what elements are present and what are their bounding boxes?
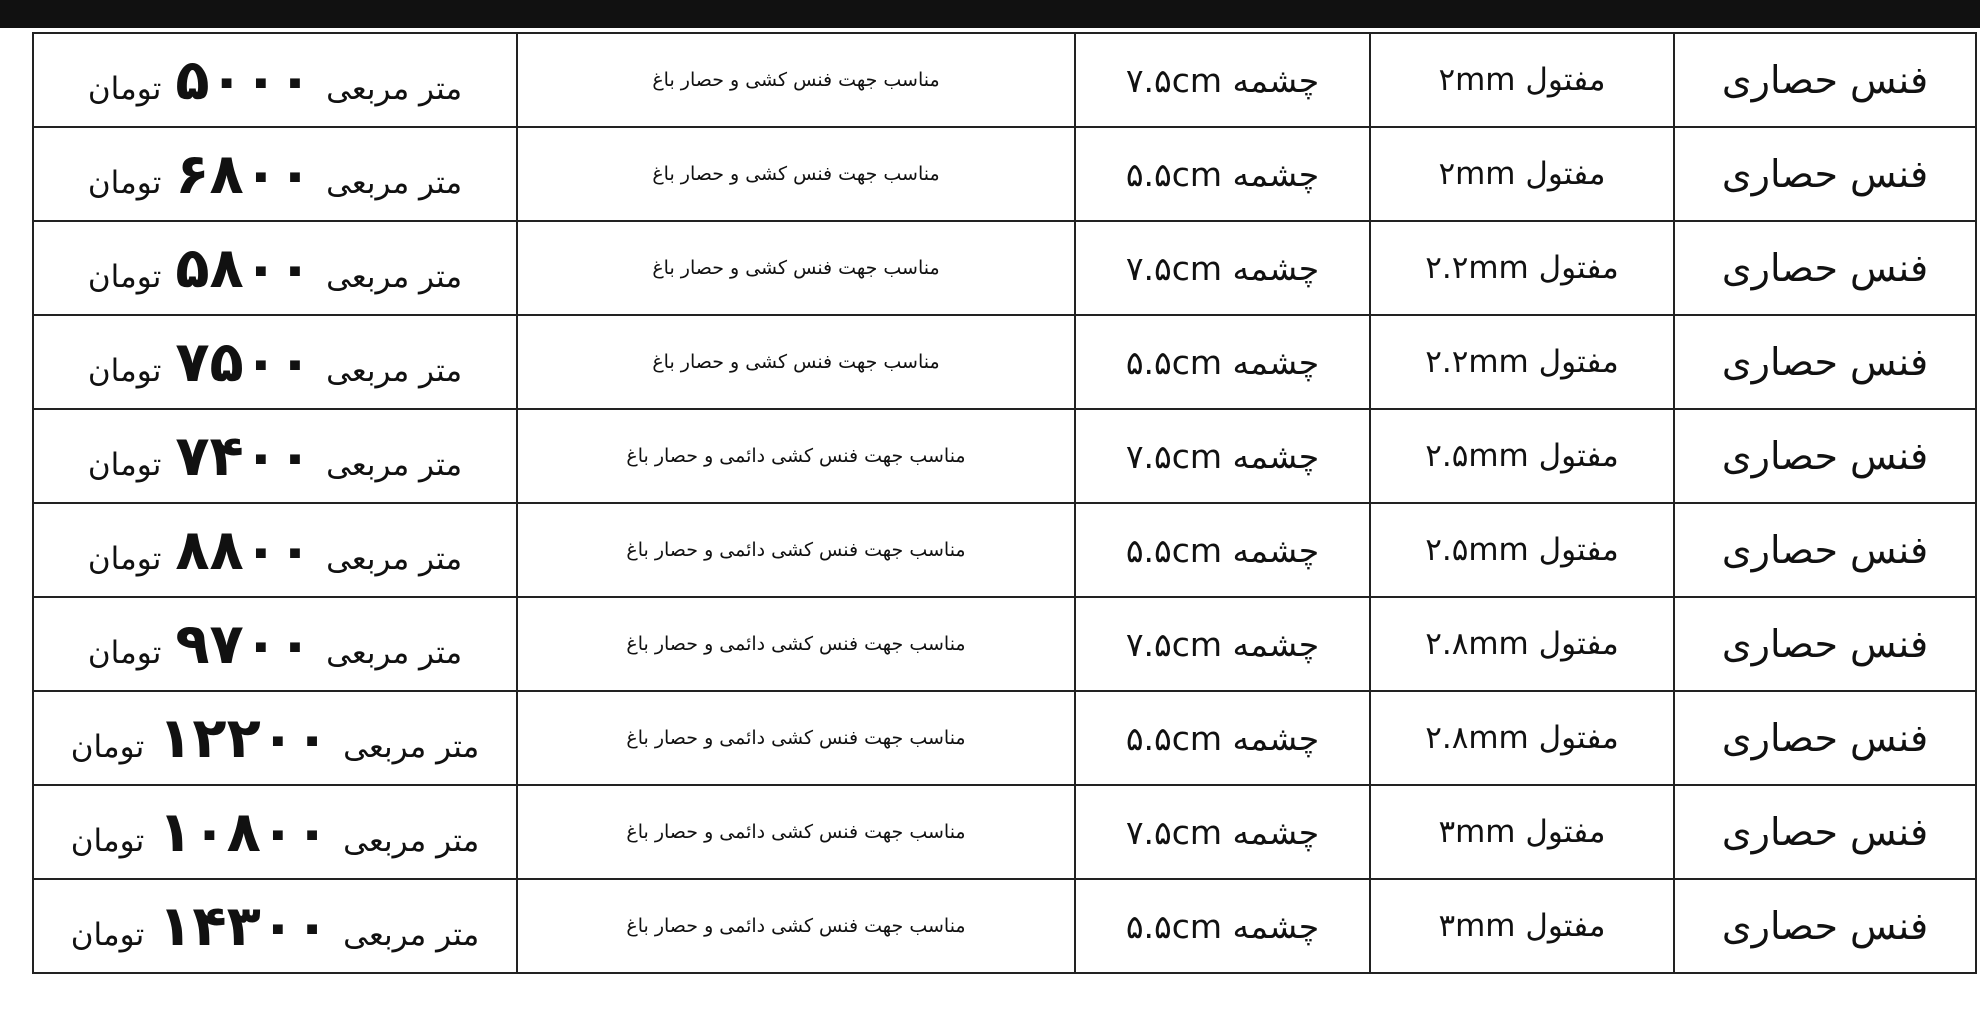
mesh-size-cell: چشمه ۷.۵cm [1075,409,1370,503]
fence-type-cell: فنس حصاری [1674,315,1976,409]
price-unit: متر مربعی [326,540,463,577]
wire-gauge-cell: مفتول ۲.۵mm [1370,409,1674,503]
mesh-size-cell: چشمه ۵.۵cm [1075,127,1370,221]
price-unit: متر مربعی [326,258,463,295]
price-value: ۸۸۰۰ [175,517,313,583]
table-row [33,33,1976,127]
mesh-size-cell: چشمه ۷.۵cm [1075,33,1370,127]
price-unit: متر مربعی [326,164,463,201]
price-currency: تومان [87,352,162,389]
price-cell [33,879,517,973]
price-currency: تومان [87,446,162,483]
wire-gauge-cell: مفتول ۳mm [1370,785,1674,879]
description-cell: مناسب جهت فنس کشی و حصار باغ [517,127,1075,221]
price-cell [33,785,517,879]
price-currency: تومان [87,540,162,577]
price-unit: متر مربعی [343,916,480,953]
description-cell: مناسب جهت فنس کشی و حصار باغ [517,221,1075,315]
mesh-size-cell: چشمه ۵.۵cm [1075,691,1370,785]
price-cell [33,503,517,597]
fence-type-cell: فنس حصاری [1674,221,1976,315]
wire-gauge-cell: مفتول ۲.۲mm [1370,221,1674,315]
price-cell [33,597,517,691]
table-row [33,597,1976,691]
price-currency: تومان [87,634,162,671]
price-cell [33,221,517,315]
price-currency: تومان [87,258,162,295]
price-cell [33,127,517,221]
table-row [33,785,1976,879]
price-cell [33,315,517,409]
price-cell [33,691,517,785]
price-unit: متر مربعی [343,822,480,859]
price-value: ۶۸۰۰ [175,141,313,207]
fence-type-cell: فنس حصاری [1674,785,1976,879]
price-value: ۵۸۰۰ [175,235,313,301]
mesh-size-cell: چشمه ۷.۵cm [1075,221,1370,315]
mesh-size-cell: چشمه ۷.۵cm [1075,785,1370,879]
mesh-size-cell: چشمه ۵.۵cm [1075,315,1370,409]
fence-type-cell: فنس حصاری [1674,127,1976,221]
price-unit: متر مربعی [326,70,463,107]
price-table-body [33,33,1976,973]
price-currency: تومان [87,70,162,107]
table-row [33,221,1976,315]
wire-gauge-cell: مفتول ۲.۸mm [1370,597,1674,691]
description-cell: مناسب جهت فنس کشی دائمی و حصار باغ [517,785,1075,879]
price-unit: متر مربعی [326,446,463,483]
table-row [33,879,1976,973]
fence-type-cell: فنس حصاری [1674,691,1976,785]
fence-type-cell: فنس حصاری [1674,879,1976,973]
wire-gauge-cell: مفتول ۲.۸mm [1370,691,1674,785]
price-unit: متر مربعی [326,634,463,671]
wire-gauge-cell: مفتول ۲mm [1370,33,1674,127]
table-row [33,127,1976,221]
wire-gauge-cell: مفتول ۲mm [1370,127,1674,221]
table-row [33,409,1976,503]
fence-type-cell: فنس حصاری [1674,503,1976,597]
price-cell [33,33,517,127]
price-value: ۷۵۰۰ [175,329,313,395]
price-value: ۱۲۲۰۰ [158,705,330,771]
description-cell: مناسب جهت فنس کشی دائمی و حصار باغ [517,597,1075,691]
price-currency: تومان [70,728,145,765]
fence-type-cell: فنس حصاری [1674,597,1976,691]
mesh-size-cell: چشمه ۵.۵cm [1075,503,1370,597]
wire-gauge-cell: مفتول ۲.۵mm [1370,503,1674,597]
wire-gauge-cell: مفتول ۳mm [1370,879,1674,973]
price-currency: تومان [70,916,145,953]
mesh-size-cell: چشمه ۵.۵cm [1075,879,1370,973]
price-value: ۵۰۰۰ [175,47,313,113]
description-cell: مناسب جهت فنس کشی دائمی و حصار باغ [517,503,1075,597]
price-currency: تومان [87,164,162,201]
price-cell [33,409,517,503]
table-row [33,315,1976,409]
price-unit: متر مربعی [326,352,463,389]
top-bar [0,0,1980,28]
price-value: ۱۴۳۰۰ [158,893,330,959]
description-cell: مناسب جهت فنس کشی و حصار باغ [517,33,1075,127]
wire-gauge-cell: مفتول ۲.۲mm [1370,315,1674,409]
description-cell: مناسب جهت فنس کشی دائمی و حصار باغ [517,691,1075,785]
price-currency: تومان [70,822,145,859]
description-cell: مناسب جهت فنس کشی دائمی و حصار باغ [517,879,1075,973]
description-cell: مناسب جهت فنس کشی و حصار باغ [517,315,1075,409]
fence-type-cell: فنس حصاری [1674,409,1976,503]
fence-type-cell: فنس حصاری [1674,33,1976,127]
table-row [33,503,1976,597]
description-cell: مناسب جهت فنس کشی دائمی و حصار باغ [517,409,1075,503]
table-row [33,691,1976,785]
price-unit: متر مربعی [343,728,480,765]
price-table [32,32,1977,974]
mesh-size-cell: چشمه ۷.۵cm [1075,597,1370,691]
price-value: ۹۷۰۰ [175,611,313,677]
price-value: ۱۰۸۰۰ [158,799,330,865]
price-value: ۷۴۰۰ [175,423,313,489]
